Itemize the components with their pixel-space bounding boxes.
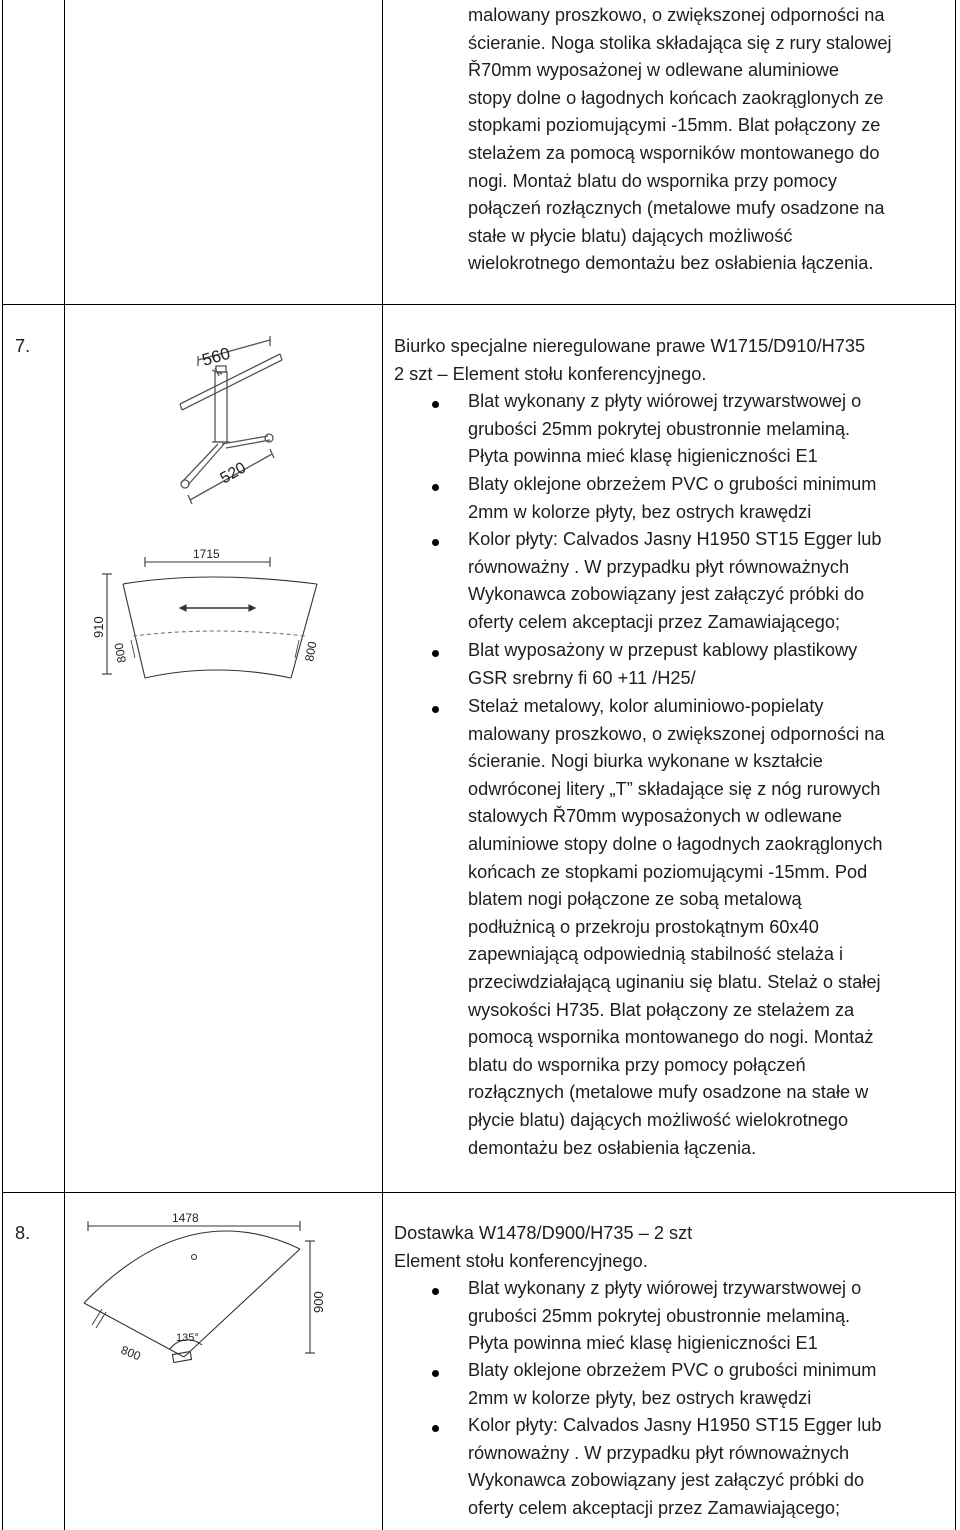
table-row-separator-2 [2, 1192, 956, 1193]
desk-dimension-800-right: 800 [302, 640, 320, 663]
leg-dimension-520: 520 [217, 459, 250, 488]
bullet-dot [432, 1288, 439, 1295]
text-line: Blat wykonany z płyty wiórowej trzywarstwowej o [468, 1278, 862, 1298]
text-line: przeciwdziałającą uginaniu się blatu. Stelaż o stałej [468, 971, 881, 992]
row6-paragraph [468, 2, 950, 278]
text-line: Blat wykonany z płyty wiórowej trzywarstwowej o [468, 391, 862, 411]
extension-angle-135: 135° [176, 1332, 199, 1344]
desk-dimension-910: 910 [91, 616, 106, 638]
text-line: stalowych Ř70mm wyposażonych w odlewane [468, 806, 843, 827]
text-line: stelażem za pomocą wsporników montowanego do [468, 142, 880, 163]
table-divider-2 [382, 0, 383, 1530]
row7-leg-drawing [160, 332, 300, 507]
row8-bullet-2 [468, 1357, 950, 1412]
text-line: blatem nogi połączone ze sobą metalową [468, 889, 802, 910]
text-line: oferty celem akceptacji przez Zamawiającego; [468, 611, 840, 632]
row8-number: 8. [15, 1223, 31, 1243]
text-line: Ř70mm wyposażonej w odlewane aluminiowe [468, 60, 840, 81]
text-line: stopkami poziomującymi -15mm. Blat połączony ze [468, 115, 881, 136]
bullet-dot [432, 539, 439, 546]
row7-desk-plan-drawing [85, 540, 330, 690]
text-line: aluminiowe stopy dolne o łagodnych zaokrąglonych [468, 833, 883, 854]
text-line: Wykonawca zobowiązany jest załączyć próbki do [468, 1470, 865, 1491]
text-line: Kolor płyty: Calvados Jasny H1950 ST15 Egger lub [468, 1415, 882, 1435]
table-divider-1 [64, 0, 65, 1530]
row7-bullet-2 [468, 471, 950, 526]
table-border-right [955, 0, 956, 1530]
text-line: wielokrotnego demontażu bez osłabienia łączenia. [468, 253, 874, 274]
title-line: Element stołu konferencyjnego. [394, 1250, 648, 1271]
text-line: stałe w płycie blatu) dających możliwość [468, 225, 793, 246]
bullet-dot [432, 484, 439, 491]
row8-bullet-3 [468, 1412, 950, 1522]
text-line: wysokości H735. Blat połączony ze stelażem za [468, 999, 855, 1020]
table-row-separator-1 [2, 304, 956, 305]
bullet-dot [432, 650, 439, 657]
row7-number: 7. [15, 336, 31, 356]
extension-dimension-800: 800 [118, 1342, 143, 1364]
text-line: Stelaż metalowy, kolor aluminiowo-popielaty [468, 696, 824, 716]
text-line: Płyta powinna mieć klasę higieniczności E1 [468, 1333, 818, 1354]
row8-title [394, 1220, 954, 1275]
text-line: Blat wyposażony w przepust kablowy plastikowy [468, 640, 858, 660]
text-line: nogi. Montaż blatu do wspornika przy pomocy [468, 170, 837, 191]
text-line: stopy dolne o łagodnych końcach zaokrąglonych ze [468, 87, 884, 108]
row8-bullet-1 [468, 1275, 950, 1358]
text-line: płycie blatu) dających możliwość wielokrotnego [468, 1109, 849, 1130]
text-line: oferty celem akceptacji przez Zamawiającego; [468, 1497, 840, 1518]
text-line: demontażu bez osłabienia łączenia. [468, 1137, 757, 1158]
text-line: grubości 25mm pokrytej obustronnie melaminą. [468, 418, 851, 439]
text-line: równoważny . W przypadku płyt równoważnych [468, 1442, 850, 1463]
text-line: równoważny . W przypadku płyt równoważnych [468, 556, 850, 577]
row7-bullet-4 [468, 637, 950, 692]
text-line: Kolor płyty: Calvados Jasny H1950 ST15 Egger lub [468, 529, 882, 549]
text-line: ścieranie. Noga stolika składająca się z rury stalowej [468, 32, 892, 53]
text-line: podłużnicą o przekroju prostokątnym 60x40 [468, 916, 819, 937]
bullet-dot [432, 1370, 439, 1377]
text-line: Płyta powinna mieć klasę higieniczności E1 [468, 446, 818, 467]
text-line: GSR srebrny fi 60 +11 /H25/ [468, 667, 696, 688]
text-line: ścieranie. Nogi biurka wykonane w kształcie [468, 751, 823, 772]
row7-bullet-1 [468, 388, 950, 471]
text-line: grubości 25mm pokrytej obustronnie melaminą. [468, 1305, 851, 1326]
text-line: odwróconej litery „T” składające się z nóg rurowych [468, 778, 881, 799]
text-line: końcach ze stopkami poziomującymi -15mm. Pod [468, 861, 868, 882]
text-line: połączeń rozłącznych (metalowe mufy osadzone na [468, 198, 885, 219]
text-line: zapewniającą odpowiednią stabilność stelaża i [468, 944, 844, 965]
leg-dimension-560: 560 [199, 343, 233, 370]
title-line: 2 szt – Element stołu konferencyjnego. [394, 363, 707, 384]
title-line: Biurko specjalne nieregulowane prawe W1715/D910/H735 [394, 336, 866, 356]
bullet-dot [432, 401, 439, 408]
text-line: pomocą wspornika montowanego do nogi. Montaż [468, 1027, 874, 1048]
extension-dimension-1478: 1478 [172, 1211, 199, 1225]
text-line: Wykonawca zobowiązany jest załączyć próbki do [468, 584, 865, 605]
text-line: 2mm w kolorze płyty, bez ostrych krawędzi [468, 1387, 812, 1408]
text-line: 2mm w kolorze płyty, bez ostrych krawędzi [468, 501, 812, 522]
text-line: malowany proszkowo, o zwiększonej odporności na [468, 5, 885, 25]
text-line: malowany proszkowo, o zwiększonej odporności na [468, 723, 885, 744]
row7-bullet-5 [468, 693, 950, 1162]
bullet-dot [432, 706, 439, 713]
title-line: Dostawka W1478/D900/H735 – 2 szt [394, 1223, 693, 1243]
text-line: Blaty oklejone obrzeżem PVC o grubości minimum [468, 474, 877, 494]
extension-dimension-900: 900 [311, 1291, 326, 1313]
row7-bullet-3 [468, 526, 950, 636]
row7-title [394, 333, 954, 388]
text-line: rozłącznych (metalowe mufy osadzone na stałe w [468, 1082, 869, 1103]
bullet-dot [432, 1425, 439, 1432]
desk-dimension-1715: 1715 [193, 547, 220, 561]
row8-extension-plan-drawing [78, 1205, 338, 1375]
table-border-left [2, 0, 3, 1530]
desk-dimension-800-left: 800 [111, 641, 129, 664]
text-line: blatu do wspornika przy pomocy połączeń [468, 1054, 806, 1075]
text-line: Blaty oklejone obrzeżem PVC o grubości minimum [468, 1360, 877, 1380]
